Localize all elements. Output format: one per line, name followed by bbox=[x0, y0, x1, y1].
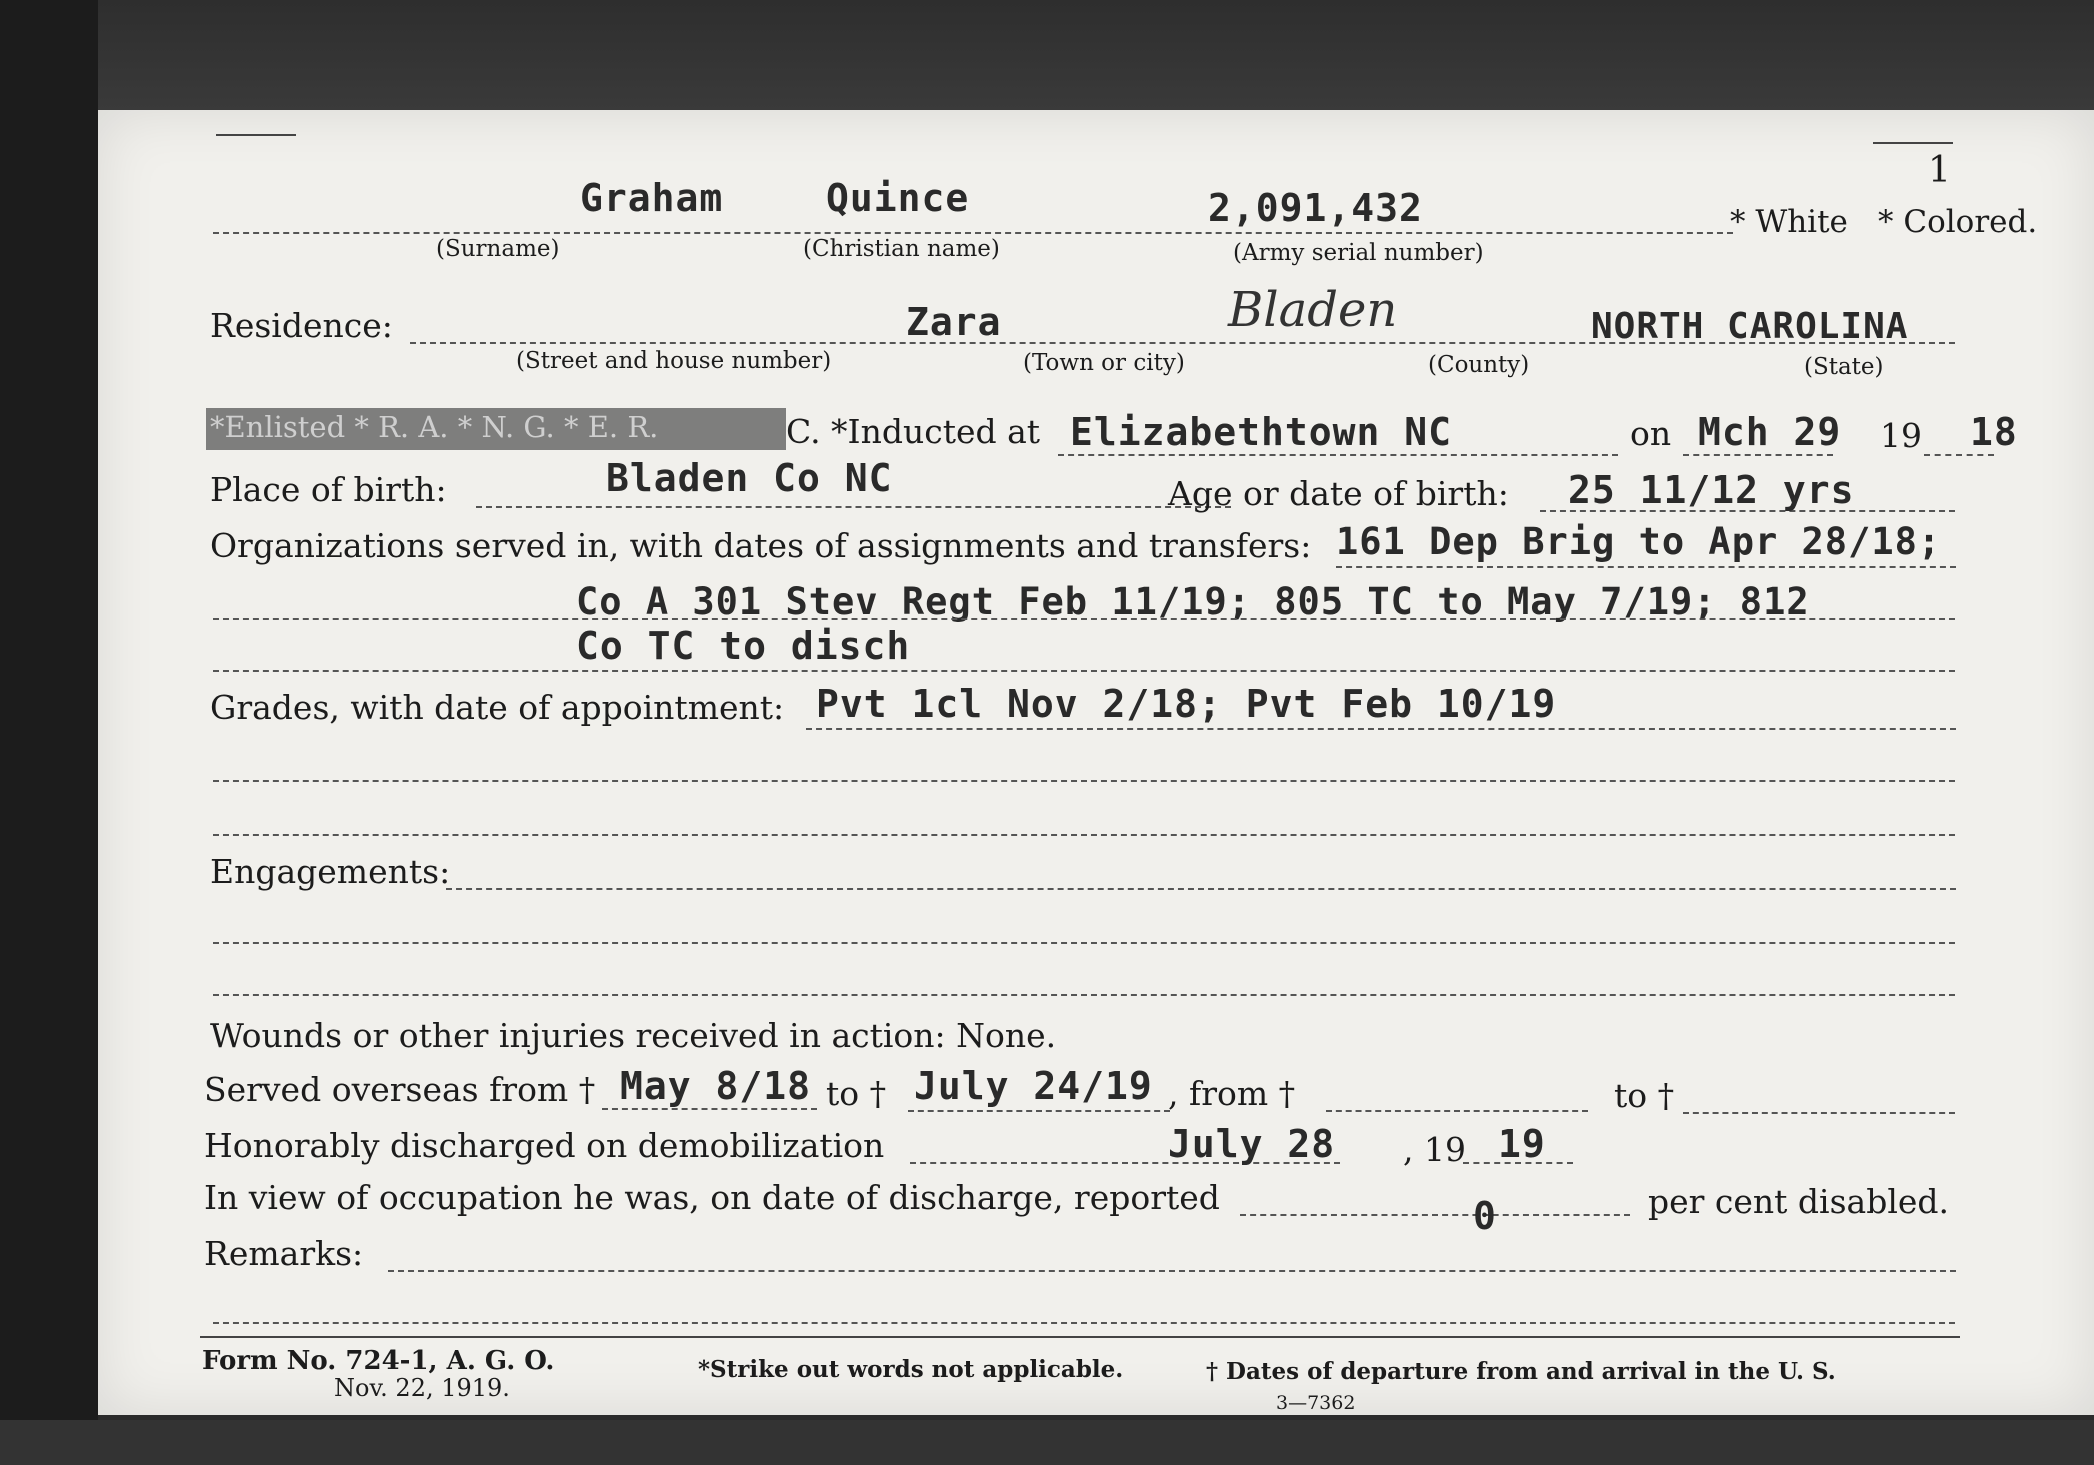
grades-rule-2 bbox=[213, 780, 1955, 782]
organizations-rule-3 bbox=[213, 670, 1955, 672]
engagements-rule-1 bbox=[446, 888, 1956, 890]
overseas-to-1-line bbox=[908, 1110, 1170, 1112]
discharge-date-value: July 28 bbox=[1168, 1122, 1336, 1166]
organizations-line-1: 161 Dep Brig to Apr 28/18; bbox=[1336, 520, 1942, 563]
surname-value: Graham bbox=[580, 176, 724, 220]
scan-background-top bbox=[0, 0, 2094, 112]
dates-note: † Dates of departure from and arrival in the U. S. bbox=[1206, 1358, 1836, 1385]
overseas-label: Served overseas from † bbox=[204, 1070, 596, 1109]
place-of-birth-line bbox=[476, 506, 1231, 508]
remarks-label: Remarks: bbox=[204, 1234, 364, 1273]
state-caption: (State) bbox=[1804, 354, 1884, 380]
residence-town-value: Zara bbox=[906, 300, 1002, 344]
form-date: Nov. 22, 1919. bbox=[334, 1374, 510, 1402]
engagements-rule-3 bbox=[213, 994, 1955, 996]
discharge-year-value: 19 bbox=[1498, 1122, 1546, 1166]
inducted-year-line bbox=[1924, 454, 1994, 456]
disability-suffix: per cent disabled. bbox=[1648, 1182, 1950, 1221]
card-number: 1 bbox=[1928, 150, 1951, 191]
overseas-to-2-line bbox=[1683, 1112, 1955, 1114]
strike-out-note: *Strike out words not applicable. bbox=[698, 1356, 1124, 1383]
engagements-rule-2 bbox=[213, 942, 1955, 944]
remarks-rule-2 bbox=[213, 1322, 1955, 1324]
top-left-rule bbox=[216, 134, 296, 136]
disability-label: In view of occupation he was, on date of discharge, reported bbox=[204, 1178, 1220, 1217]
inducted-date-value: Mch 29 bbox=[1698, 410, 1842, 454]
race-white: * White bbox=[1730, 204, 1848, 240]
overseas-to-1: July 24/19 bbox=[914, 1064, 1153, 1108]
organizations-line-3: Co TC to disch bbox=[576, 624, 911, 668]
overseas-from-1: May 8/18 bbox=[620, 1064, 812, 1108]
organizations-line-2: Co A 301 Stev Regt Feb 11/19; 805 TC to May 7/19; 812 bbox=[576, 580, 1810, 623]
inducted-at-label: C. *Inducted at bbox=[786, 412, 1041, 451]
grades-label: Grades, with date of appointment: bbox=[210, 688, 785, 727]
disability-value: 0 bbox=[1473, 1194, 1497, 1238]
overseas-from-2-line bbox=[1326, 1110, 1588, 1112]
organizations-rule-2 bbox=[213, 618, 1955, 620]
scan-background-left bbox=[0, 0, 98, 1465]
engagements-label: Engagements: bbox=[210, 852, 451, 891]
inducted-year-value: 18 bbox=[1970, 410, 2018, 454]
place-of-birth-label: Place of birth: bbox=[210, 470, 447, 509]
age-label: Age or date of birth: bbox=[1168, 474, 1509, 513]
overseas-from-label: , from † bbox=[1168, 1074, 1296, 1113]
county-caption: (County) bbox=[1428, 352, 1530, 378]
christian-name-value: Quince bbox=[826, 176, 970, 220]
overseas-to-label: to † bbox=[826, 1074, 887, 1113]
wounds-text: Wounds or other injuries received in action: None. bbox=[210, 1016, 1057, 1055]
inducted-date-line bbox=[1683, 454, 1833, 456]
print-code: 3—7362 bbox=[1276, 1392, 1356, 1414]
overseas-to-label-2: to † bbox=[1614, 1076, 1675, 1115]
footer-rule bbox=[200, 1336, 1960, 1338]
struck-enlisted-text: *Enlisted * R. A. * N. G. * E. R. bbox=[210, 410, 659, 444]
residence-state-value: NORTH CAROLINA bbox=[1591, 306, 1909, 347]
organizations-label: Organizations served in, with dates of assignments and transfers: bbox=[210, 526, 1312, 565]
organizations-rule-1 bbox=[1336, 566, 1956, 568]
inducted-year-prefix: 19 bbox=[1880, 416, 1922, 455]
scan-background-bottom bbox=[0, 1420, 2094, 1465]
serial-number-value: 2,091,432 bbox=[1208, 186, 1423, 230]
grades-value: Pvt 1cl Nov 2/18; Pvt Feb 10/19 bbox=[816, 682, 1557, 726]
serial-number-caption: (Army serial number) bbox=[1233, 240, 1484, 266]
inducted-place-line bbox=[1058, 454, 1618, 456]
form-number: Form No. 724-1, A. G. O. bbox=[202, 1346, 555, 1376]
discharge-year-prefix: , 19 bbox=[1403, 1130, 1466, 1169]
christian-name-caption: (Christian name) bbox=[803, 236, 1000, 262]
discharge-label: Honorably discharged on demobilization bbox=[204, 1126, 885, 1165]
inducted-on-label: on bbox=[1630, 414, 1672, 453]
place-of-birth-value: Bladen Co NC bbox=[606, 456, 893, 500]
name-line bbox=[213, 232, 1733, 234]
grades-rule-3 bbox=[213, 834, 1955, 836]
service-record-card bbox=[98, 110, 2094, 1415]
residence-county-value: Bladen bbox=[1228, 282, 1398, 338]
grades-rule-1 bbox=[806, 728, 1956, 730]
remarks-rule-1 bbox=[388, 1270, 1956, 1272]
inducted-place-value: Elizabethtown NC bbox=[1070, 410, 1453, 454]
surname-caption: (Surname) bbox=[436, 236, 560, 262]
race-colored: * Colored. bbox=[1878, 204, 2038, 240]
age-value: 25 11/12 yrs bbox=[1568, 468, 1855, 512]
top-right-rule bbox=[1873, 142, 1953, 144]
street-caption: (Street and house number) bbox=[516, 348, 832, 374]
disability-line bbox=[1240, 1214, 1630, 1216]
overseas-from-1-line bbox=[602, 1108, 817, 1110]
town-caption: (Town or city) bbox=[1023, 350, 1185, 376]
residence-label: Residence: bbox=[210, 306, 393, 345]
